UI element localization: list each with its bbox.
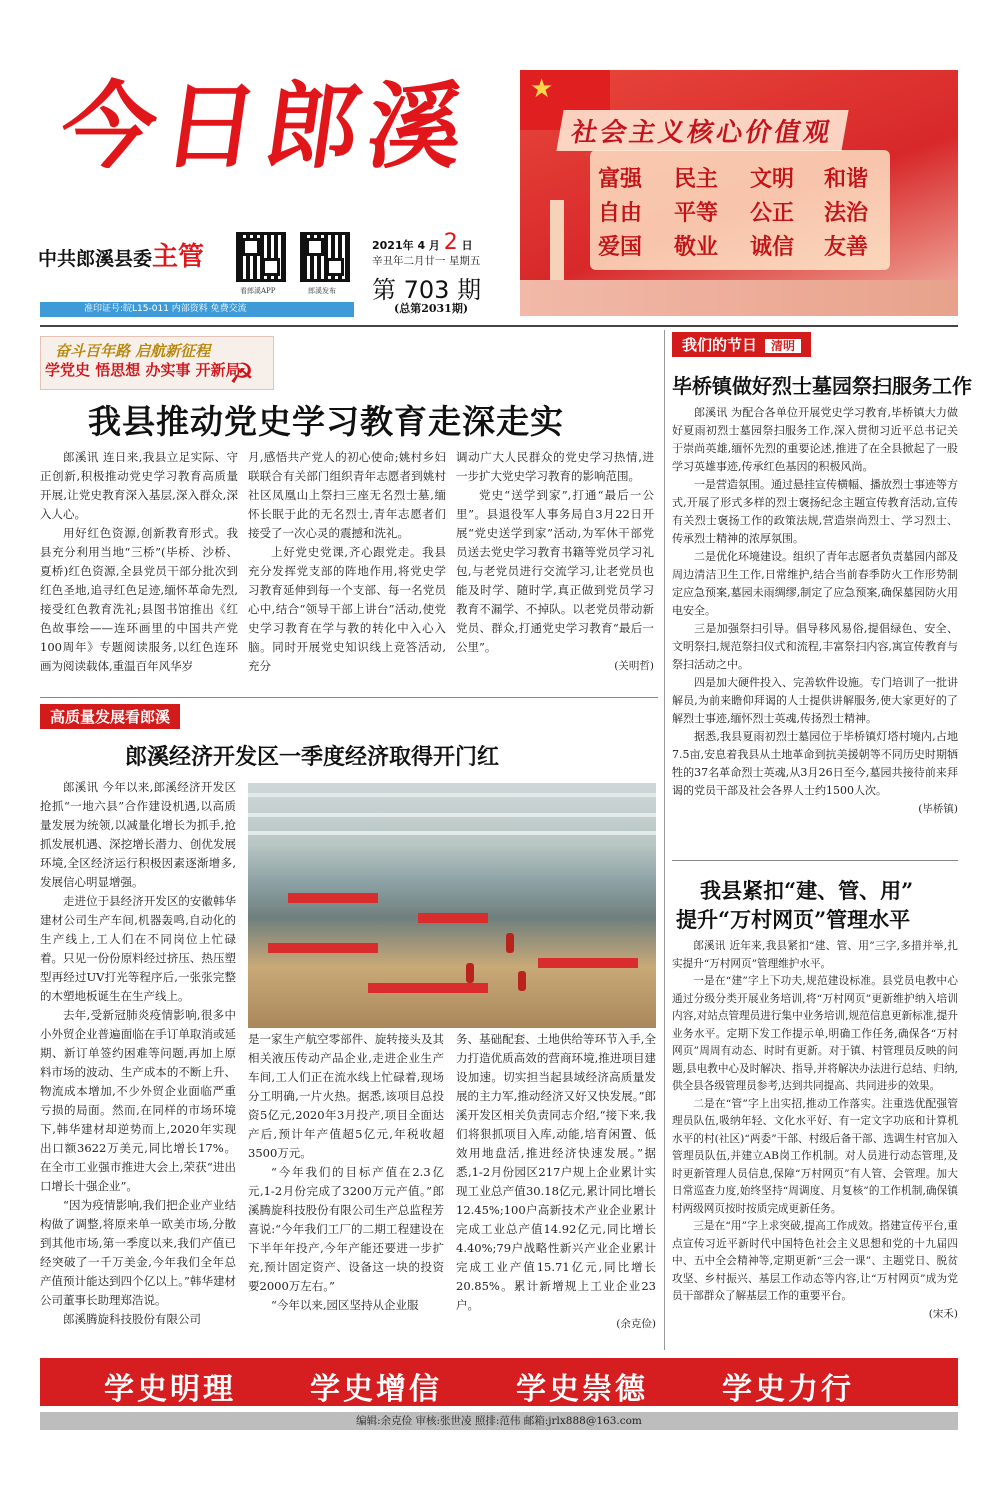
value-word: 法治 (824, 201, 869, 226)
license-bar: 准印证号:皖L15-011 内部资料 免费交流 (40, 302, 354, 317)
economy-column-3 (456, 1030, 656, 1334)
production-machine (268, 943, 378, 953)
section-divider (672, 860, 958, 861)
value-word: 诚信 (750, 235, 795, 260)
production-machine (368, 983, 488, 993)
paragraph: 三是加强祭扫引导。倡导移风易俗,提倡绿色、安全、文明祭扫,规范祭扫仪式和流程,丰富祭扫内容,寓宣传教育与祭扫活动之中。 (672, 622, 958, 671)
production-machine (538, 958, 638, 968)
slogan-text: 学史力行 (722, 1372, 854, 1407)
paragraph: 一是在“建”字上下功夫,规范建设标准。县党员电教中心通过分级分类开展业务培训,将“万村网页”更新维护纳入培训内容,对站点管理员进行集中业务培训,规范信息更新标准,提升业务水平。定期下发工作提示单,明确工作任务,确保各“万村网页”周周有动态、时时有更新。对于镇、村管理员反映的问题,县电教中心及时解决、指导,并将解决办法进行总结、归纳,供全县各级管理员参考,达到共同提高、共同进步的效果。 (672, 975, 958, 1092)
cemetery-headline: 毕桥镇做好烈士墓园祭扫服务工作 (672, 374, 972, 398)
byline-credit: (关明哲) (614, 660, 654, 672)
editorial-footer: 编辑:余克俭 审核:张世凌 照排:范伟 邮箱:jrlx888@163.com (40, 1412, 958, 1430)
ceiling-beam (248, 793, 656, 797)
qr-code-publish-icon (300, 232, 350, 282)
core-values-banner (520, 70, 958, 316)
paragraph: 据悉,我县夏雨初烈士墓园位于毕桥镇灯塔村境内,占地7.5亩,安息着我县从土地革命到抗美援朝等不同历史时期牺牲的37名革命烈士英魂,从3月26日至今,墓园共接待前来拜谒的党员干部及社会各界人士约1500人次。 (672, 730, 958, 797)
paragraph: 上好党史党课,齐心跟党走。我县充分发挥党支部的阵地作用,将党史学习教育延伸到每一个支部、每一名党员心中,结合“领导干部上讲台”活动,使党史学习教育在学与教的转化中入心入脑。同时开展党史知识线上竞答活动,充分 (248, 545, 446, 673)
value-word: 和谐 (824, 167, 869, 192)
worker-figure (506, 933, 514, 953)
factory-photo (248, 783, 656, 1028)
paragraph: 一是营造氛围。通过悬挂宣传横幅、播放烈士事迹等方式,开展了形式多样的烈士褒扬纪念主题宣传教育活动,宣传有关烈士褒扬工作的政策法规,营造崇尚烈士、学习烈士、传承烈士精神的浓厚氛围。 (672, 478, 958, 545)
value-word: 文明 (750, 167, 795, 192)
byline-credit: (毕桥镇) (918, 803, 958, 815)
worker-figure (466, 963, 474, 983)
slogan-bar (40, 1358, 958, 1406)
economy-column-2 (248, 1030, 444, 1315)
paragraph: 三是在“用”字上求突破,提高工作成效。搭建宣传平台,重点宣传习近平新时代中国特色社会主义思想和党的十九届四中、五中全会精神等,定期更新“三会一课”、主题党日、脱贫攻坚、乡村振兴、基层工作动态等内容,让“万村网页”成为党员干部群众了解基层工作的重要平台。 (672, 1220, 958, 1302)
paragraph: 务、基础配套、土地供给等环节入手,全力打造优质高效的营商环境,推进项目建设加速。切实担当起县域经济高质量发展的主力军,推动经济又好又快发展。”郎溪开发区相关负责同志介绍,“接下来,我们将狠抓项目入库,动能,培育闲置、低效用地盘活,推进经济快速发展。”据悉,1-2月份园区217户规上企业累计实现工业总产值30.18亿元,累计同比增长12.45%;100户高新技术产业企业累计完成工业总产值14.92亿元,同比增长4.40%;79户战略性新兴产业企业累计完成工业产值15.71亿元,同比增长20.85%。累计新增规上工业企业23户。 (456, 1032, 656, 1312)
lead-column-3 (456, 448, 654, 676)
paragraph: 用好红色资源,创新教育形式。我县充分利用当地“三桥”(毕桥、沙桥、夏桥)红色资源,全县党员干部分批次到红色圣地,追寻红色足迹,缅怀革命先烈,接受红色教育洗礼;县图书馆推出《红色故事绘——连环画里的中国共产党100周年》专题阅读服务,以红色连环画为阅读载体,重温百年风华岁 (40, 526, 238, 673)
ceiling-beam (248, 813, 656, 817)
economy-headline: 郎溪经济开发区一季度经济取得开门红 (125, 744, 500, 770)
paragraph: 党史“送学到家”,打通“最后一公里”。县退役军人事务局自3月22日开展“党史送学到家”活动,为军休干部党员送去党史学习教育书籍等党员学习礼包,与老党员进行交流学习,让老党员也能及时学、随时学,真正做到党员学习教育不漏学、不掉队。以老党员带动新党员、群众,打通党史学习教育“最后一公里”。 (456, 488, 654, 654)
byline-credit: (余克俭) (616, 1318, 656, 1330)
value-word: 友善 (824, 235, 869, 260)
paragraph: 调动广大人民群众的党史学习热情,进一步扩大党史学习教育的影响范围。 (456, 450, 654, 483)
total-issue-number: (总第2031期) (394, 302, 469, 315)
paragraph: “今年我们的目标产值在2.3亿元,1-2月份完成了3200万元产值。”郎溪腾旋科技股份有限公司生产总监程芳喜说:“今年我们工厂的二期工程建设在下半年年投产,今年产能还要进一步扩充,预计固定资产、设备这一块的投资要2000万左右。” (248, 1165, 444, 1293)
web-pages-headline-line1: 我县紧扣“建、管、用” (700, 878, 914, 903)
web-pages-article-body (672, 938, 958, 1323)
paragraph: 郎溪讯 为配合各单位开展党史学习教育,毕桥镇大力做好夏雨初烈士墓园祭扫服务工作,深入贯彻习近平总书记关于崇尚英雄,缅怀先烈的重要论述,推进了在全县掀起了一股学习英雄事迹,传承红色基因的积极风尚。 (672, 406, 958, 473)
qr-code-app-icon (236, 232, 286, 282)
value-word: 爱国 (598, 235, 643, 260)
paragraph: 走进位于县经济开发区的安徽韩华建材公司生产车间,机器轰鸣,自动化的生产线上,工人们在不同岗位上忙碌着。只见一份份原料经过挤压、热压塑型再经过UV打光等程序后,一张张完整的木塑地板诞生在生产线上。 (40, 894, 236, 1003)
date-prefix: 2021年 4 月 (372, 239, 440, 252)
production-machine (288, 893, 378, 903)
banner-top-text: 奋斗百年路 启航新征程 (55, 342, 211, 360)
value-word: 公正 (750, 201, 795, 226)
lead-headline: 我县推动党史学习教育走深走实 (88, 402, 564, 441)
paragraph: “今年以来,园区坚持从企业服 (271, 1298, 419, 1312)
slogan-text: 学史崇德 (516, 1372, 648, 1407)
banner-bottom-text: 学党史 悟思想 办实事 开新局 (45, 361, 241, 379)
paragraph: 二是在“管”字上出实招,推动工作落实。注重选优配强管理员队伍,吸纳年轻、文化水平好、有一定文字功底和计算机水平的村(社区)“两委”干部、村级后备干部、选调生村官加入管理员队伍,并建立AB岗工作机制。对人员进行动态管理,及时更新管理人员信息,保障“万村网页”有人管、会管理。加大日常巡查力度,始终坚持“周调度、月复核”的工作机制,确保镇村两级网页按时按质完成更新任务。 (672, 1097, 958, 1215)
value-word: 敬业 (674, 235, 719, 260)
masthead-divider (40, 325, 958, 327)
paragraph: 四是加大硬件投入、完善软件设施。专门培训了一批讲解员,为前来瞻仰拜谒的人士提供讲解服务,使大家更好的了解烈士事迹,缅怀烈士英魂,传扬烈士精神。 (672, 676, 958, 725)
value-word: 富强 (598, 167, 643, 192)
paragraph: 郎溪讯 今年以来,郎溪经济开发区抢抓“一地六县”合作建设机遇,以高质量发展为统领,以减量化增长为抓手,抢抓发展机遇、深挖增长潜力、创优发展环境,全区经济运行积极因素逐渐增多,发展信心明显增强。 (40, 780, 236, 889)
date-day: 2 (443, 230, 458, 255)
paragraph: 月,感悟共产党人的初心使命;姚村乡妇联联合有关部门组织青年志愿者到姚村社区凤凰山上祭扫三座无名烈士墓,缅怀长眠于此的无名烈士,青年志愿者们接受了一次心灵的震撼和洗礼。 (248, 450, 446, 540)
paragraph: 去年,受新冠肺炎疫情影响,很多中小外贸企业普遍面临在手订单取消或延期、新订单签约困难等问题,再加上原料市场的波动、生产成本的不断上升、物流成本增加,不少外贸企业面临严重亏损的局面。然而,在同样的市场环境下,韩华建材却逆势而上,2020年实现出口额3622万美元,同比增长17%。在全市工业强市推进大会上,荣获“进出口增长十强企业”。 (40, 1008, 236, 1193)
sponsor-line (38, 236, 204, 273)
web-pages-headline-line2: 提升“万村网页”管理水平 (676, 907, 911, 932)
column-divider (664, 330, 665, 1350)
paragraph: 郎溪讯 连日来,我县立足实际、守正创新,积极推动党史学习教育高质量开展,让党史教育深入基层,深入群众,深入人心。 (40, 450, 238, 521)
lead-column-2 (248, 448, 446, 676)
ceiling-beam (248, 831, 656, 835)
lead-column-1 (40, 448, 238, 676)
section-divider (40, 697, 658, 698)
value-word: 民主 (674, 167, 719, 192)
sponsor-role: 主管 (152, 242, 205, 272)
great-wall-strip (520, 280, 958, 316)
byline-credit: (宋禾) (928, 1307, 958, 1320)
party-history-banner (40, 336, 274, 390)
paragraph: 二是优化环境建设。组织了青年志愿者负责墓园内部及周边清洁卫生工作,日常维护,结合当前春季防火工作形势制定应急预案,墓园未雨绸缪,制定了应急预案,确保墓园防火用电安全。 (672, 550, 958, 617)
section-tag-festival (672, 332, 811, 357)
date-suffix: 日 (461, 239, 473, 252)
section-tag-economy: 高质量发展看郎溪 (40, 704, 180, 729)
lunar-date: 辛丑年二月廿一 星期五 (372, 255, 481, 267)
masthead-title: 今日郎溪 (54, 72, 478, 182)
qr1-caption: 看郎溪APP (240, 287, 276, 295)
issue-number: 第 703 期 (372, 276, 482, 304)
value-word: 平等 (674, 201, 719, 226)
paragraph: 郎溪讯 近年来,我县紧扣“建、管、用”三字,多措并举,扎实提升“万村网页”管理维护水平。 (672, 940, 958, 970)
party-emblem-icon: ☭ (229, 357, 255, 390)
production-machine (418, 913, 488, 923)
cemetery-article-body (672, 404, 958, 818)
festival-tag-sub: 清明 (765, 339, 801, 353)
values-title: 社会主义核心价值观 (556, 110, 848, 151)
paragraph: “因为疫情影响,我们把企业产业结构做了调整,将原来单一欧美市场,分散到其他市场,第一季度以来,我们产值已经突破了一千万美金,今年我们全年总产值预计能达到四个亿以上。”韩华建材公司董事长助理郑浩说。 (40, 1198, 236, 1307)
paragraph: 郎溪腾旋科技股份有限公司 (63, 1312, 201, 1326)
festival-tag-label: 我们的节日 (682, 336, 758, 354)
qr2-caption: 郎溪发布 (308, 287, 336, 295)
worker-figure (518, 971, 526, 991)
issue-date (372, 230, 473, 255)
slogan-text: 学史增信 (310, 1372, 442, 1407)
slogan-text: 学史明理 (104, 1372, 236, 1407)
value-word: 自由 (598, 201, 643, 226)
paragraph: 是一家生产航空零部件、旋转接头及其相关液压传动产品企业,走进企业生产车间,工人们正在流水线上忙碌着,现场分工明确,一片火热。据悉,该项目总投资5亿元,2020年3月投产,项目全面达产后,预计年产值超5亿元,年税收超3500万元。 (248, 1032, 444, 1160)
economy-column-1 (40, 778, 236, 1329)
sponsor-name: 中共郎溪县委 (38, 248, 153, 270)
